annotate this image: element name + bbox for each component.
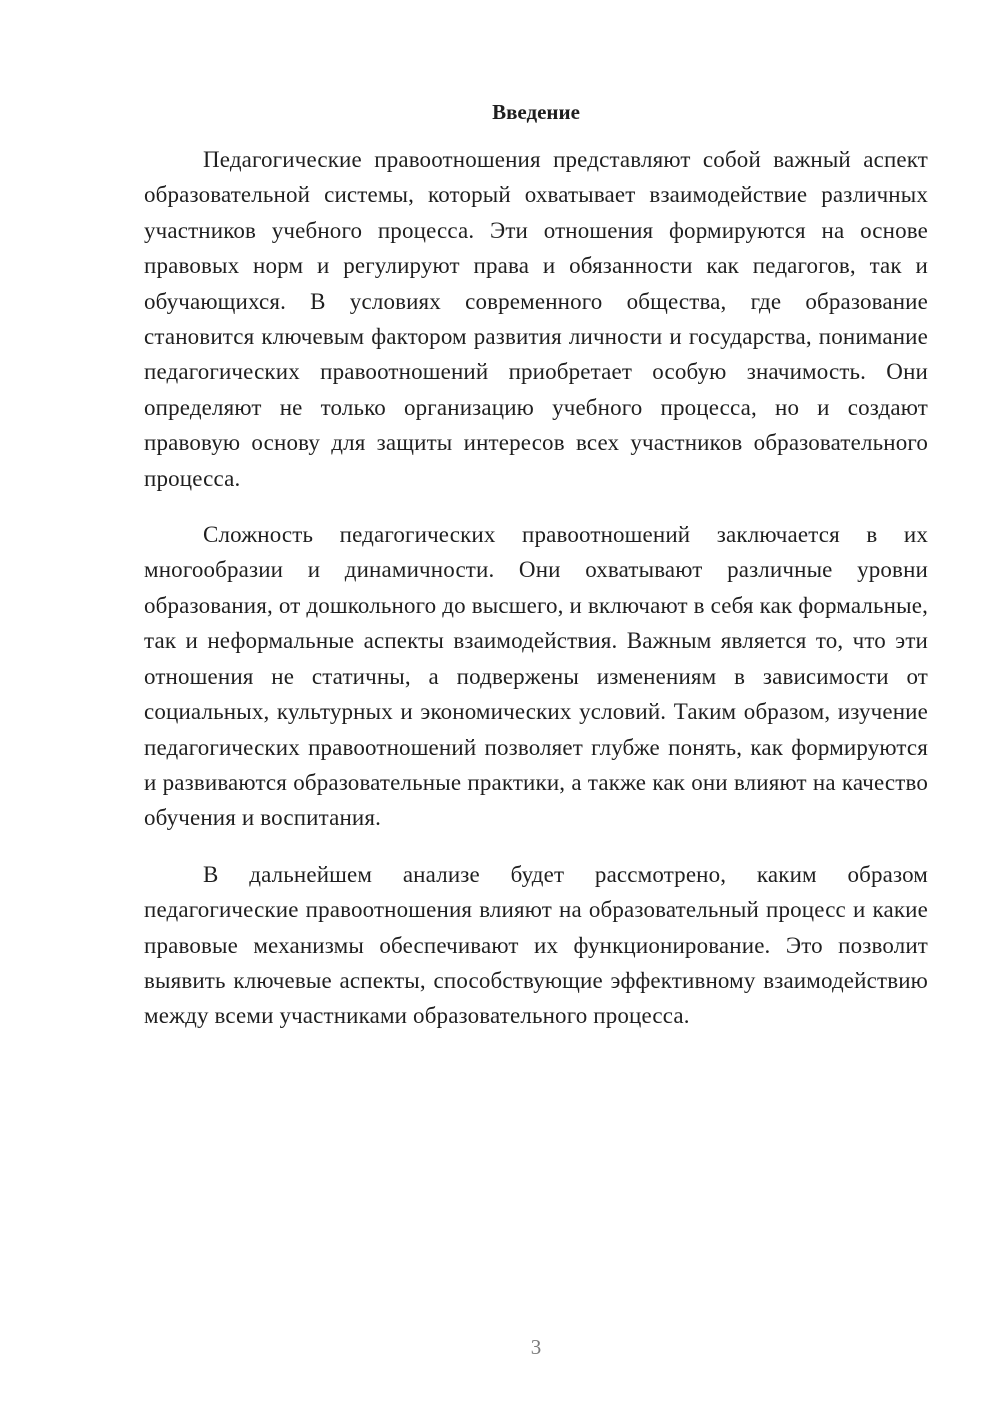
paragraph-2: Сложность педагогических правоотношений заключается в их многообразии и динамичности. Они охватывают различные уровни образования, от дошкольного до высшего, и включают в себя как формальные, так и неформальные аспекты взаимодействия. Важным является то, что эти отношения не статичны, а подвержены изменениям в зависимости от социальных, культурных и экономических условий. Таким образом, изучение педагогических правоотношений позволяет глубже понять, как формируются и развиваются образовательные практики, а также как они влияют на качество обучения и воспитания. bbox=[144, 522, 928, 831]
page-number: 3 bbox=[530, 1335, 542, 1359]
section-heading: Введение bbox=[492, 100, 580, 124]
paragraph-3: В дальнейшем анализе будет рассмотрено, каким образом педагогические правоотношения влияют на образовательный процесс и какие правовые механизмы обеспечивают их функционирование. Это позволит выявить ключевые аспекты, способствующие эффективному взаимодействию между всеми участниками образовательного процесса. bbox=[144, 861, 928, 1029]
body-text bbox=[144, 142, 928, 1034]
paragraph-1: Педагогические правоотношения представляют собой важный аспект образовательной системы, который охватывает взаимодействие различных участников учебного процесса. Эти отношения формируются на основе правовых норм и регулируют права и обязанности как педагогов, так и обучающихся. В условиях современного общества, где образование становится ключевым фактором развития личности и государства, понимание педагогических правоотношений приобретает особую значимость. Они определяют не только организацию учебного процесса, но и создают правовую основу для защиты интересов всех участников образовательного процесса. bbox=[144, 147, 928, 491]
